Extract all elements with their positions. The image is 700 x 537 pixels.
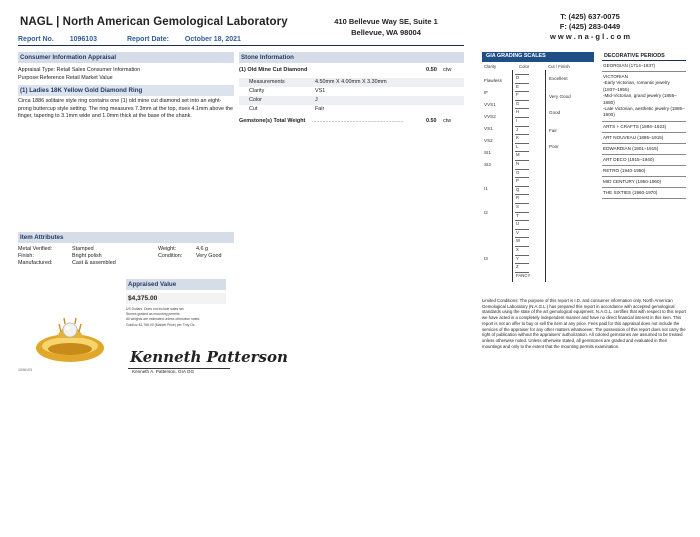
appraised-note-1: US Dollars. Does not include sales tax [126,307,184,311]
gia-clarity-grade: SI2 [484,162,491,167]
report-no-label: Report No. [18,36,54,43]
appraised-value: $4,375.00 [128,295,158,302]
gia-color-grade: L [515,143,529,149]
decorative-periods-title: DECORATIVE PERIODS [602,52,686,61]
stone-row [239,96,464,105]
gia-clarity-grade: VVS1 [484,102,496,107]
gia-clarity-grade: VS1 [484,126,493,131]
appraisal-section-title: Consumer Information Appraisal [18,52,234,63]
stone-section-title: Stone Information [239,52,464,63]
gia-cut-grade: Fair [549,128,557,133]
gia-color-grade: R [515,194,529,200]
stone-section [239,52,464,128]
gia-color-grade: J [515,126,529,132]
report-no: 1096103 [69,36,97,43]
gia-divider-1 [512,70,513,282]
gia-color-grade: K [515,134,529,140]
stone-title: (1) Old Mine Cut Diamond [239,67,308,73]
gia-color-grade: G [515,100,529,106]
gia-clarity-grade: Flawless [484,78,502,83]
header-divider [18,45,464,46]
appraisal-section [18,52,234,121]
gia-clarity-grade: VS2 [484,138,493,143]
stone-row-label: Clarity [249,88,265,94]
gia-color-grade: V [515,229,529,235]
weight-value: 4.6 g [196,246,208,252]
gia-cut-grade: Poor [549,144,559,149]
gia-color-grade: X [515,246,529,252]
report-date-label: Report Date: [126,36,169,43]
gia-color-grade: D [515,74,529,80]
fax: F: (425) 283-0449 [559,22,621,31]
address-line-2: Bellevue, WA 98004 [351,28,421,37]
stone-row-label: Measurements [249,79,285,85]
gia-divider-2 [545,70,546,282]
gia-color-grade: N [515,160,529,166]
stone-total: 0.50 [426,118,437,124]
appraised-note-4: Gold/oz $1,768.00 (Market Price) per Troy Oz. [126,323,196,328]
stone-total-leader: ............................................................. [312,118,404,124]
stone-row [239,87,464,96]
gia-color-grade: W [515,237,529,243]
gia-color-grade: H [515,108,529,114]
phone: T: (425) 637-0075 [560,12,620,21]
stone-row-value: J [315,97,318,103]
stone-title-row [239,67,464,77]
stone-row-label: Color [249,97,262,103]
photo-code: 1096103 [18,368,32,372]
report-date: October 18, 2021 [184,36,241,43]
decorative-period: RETRO (1940-1950) [602,166,686,177]
gia-grid [482,62,594,282]
stone-total-row [239,118,464,128]
weight-label: Weight: [158,246,177,252]
gia-cut-grade: Good [549,110,561,115]
appraised-section [126,279,226,328]
stone-row [239,105,464,114]
decorative-period: GEORGIAN (1714–1837) [602,61,686,72]
gia-color-grade: I [515,117,529,123]
stone-carat: 0.50 [426,67,437,73]
finish-label: Finish: [18,253,34,259]
stone-row-value: Fair [315,106,325,112]
gia-title: GIA GRADING SCALES [482,52,594,62]
appraised-section-title: Appraised Value [126,279,226,290]
gia-color-grade: O [515,169,529,175]
appraisal-type: Appraisal Type: Retail Sales Consumer Information [18,67,141,73]
gia-clarity-grade: I3 [484,256,488,261]
gia-clarity-grade: VVS2 [484,114,496,119]
stone-row-value: 4.50mm X 4.00mm X 3.30mm [315,79,387,85]
gia-col-color: Color [519,64,530,69]
gia-color-grade: T [515,212,529,218]
gia-col-clarity: Clarity [484,64,497,69]
gia-color-grade: Y [515,255,529,261]
lab-address [306,16,466,38]
stone-unit: ctw [443,67,452,73]
decorative-periods [602,52,686,199]
gia-clarity-grade: I2 [484,210,488,215]
stone-row-label: Cut [249,106,258,112]
item-title: (1) Ladies 18K Yellow Gold Diamond Ring [18,85,234,96]
gia-color-grade: S [515,203,529,209]
item-description: Circa 1886 solitaire style ring contains one (1) old mine cut diamond set into an eight-prong buttercup style setting. The ring measures 7.3mm at the top, rises 4.1mm above the finger, tapering to 3.1mm wide and 1.0mm thick at the base of the shank. [18,98,234,120]
limited-conditions: Limited Conditions: The purpose of this report is I.D. and consumer information only. North American Gemological Laboratory (N.A.G.L.) has prepared this report in accordance with accepted gemological standards using the state of the art gemological equipment. N.A.G.L. certifies that with respect to this report we have acted in a completely independent manner and have no direct financial interest in this item. This report is not an offer to buy or sell the item at any price. Fees paid for this appraisal does not include the services of the appraiser for any other matters whatsoever. The possession of this report does not carry the right of publication without the appraisers' authorization. All colored gemstones are assumed to be treated unless otherwise noted. Unless otherwise stated, all gemstones are graded and evaluated in their mountings and only to the extent that the mounting permits examination. [482,298,686,349]
signature-image: Kenneth Patterson [130,348,288,366]
finish-value: Bright polish [72,253,102,259]
gia-grading-scales [482,52,594,282]
appraisal-purpose: Purpose:Reference Retail Market Value [18,74,113,81]
condition-label: Condition: [158,253,183,259]
gia-cut-grade: Excellent [549,76,568,81]
metal-label: Metal Verified: [18,246,53,252]
lab-title: NAGL | North American Gemological Laboratory [20,16,288,28]
gia-col-cut: Cut / Finish [548,64,570,69]
stone-total-unit: ctw [443,118,452,124]
manufactured-value: Cast & assembled [72,260,116,266]
gia-color-grade: P [515,177,529,183]
gia-color-grade: F [515,91,529,97]
stone-row-value: VS1 [315,88,326,94]
website: w w w . n a - g l . c o m [549,32,630,41]
ring-photo [20,302,120,372]
attributes-section-title: Item Attributes [18,232,234,243]
address-line-1: 410 Bellevue Way SE, Suite 1 [334,17,438,26]
appraised-note-3: All weights are estimated unless otherwise noted. [126,316,201,321]
gia-color-grade: FANCY [516,272,531,278]
decorative-period: ART DECO (1915–1940) [602,155,686,166]
appraiser-name: Kenneth A. Patterson, GIA GG [132,369,195,374]
condition-value: Very Good [196,253,222,259]
gia-clarity-grade: SI1 [484,150,491,155]
gia-clarity-grade: I1 [484,186,488,191]
gia-color-grade: E [515,83,529,89]
gia-color-grade: Q [515,186,529,192]
metal-value: Stamped [72,246,94,252]
gia-color-grade: M [515,151,529,157]
attributes-section [18,232,234,272]
report-header [18,36,269,43]
decorative-period: MID CENTURY (1950-1960) [602,177,686,188]
manufactured-label: Manufactured: [18,260,53,266]
lab-contact [540,12,640,42]
stone-row [239,78,464,87]
decorative-period: ART NOUVEAU (1895–1915) [602,133,686,144]
gia-cut-grade: Very Good [549,94,571,99]
decorative-period: VICTORIAN -Early Victorian, romantic jewelry (1837–1855) -Mid-Victorian, grand jewelry (1856–1880) -Late Victorian, aesthetic jewelry (1885–1900) [602,72,686,122]
decorative-period: THE SIXTIES (1960-1970) [602,188,686,199]
decorative-period: ARTS + CRAFTS (1894–1923) [602,122,686,133]
gia-clarity-grade: IF [484,90,489,95]
decorative-period: EDWARDIAN (1901–1915) [602,144,686,155]
gia-color-grade: Z [515,263,529,269]
gia-color-grade: U [515,220,529,226]
appraised-note-2: Stones graded as mounting permits [126,311,180,316]
stone-total-label: Gemstone(s) Total Weight [239,118,306,124]
